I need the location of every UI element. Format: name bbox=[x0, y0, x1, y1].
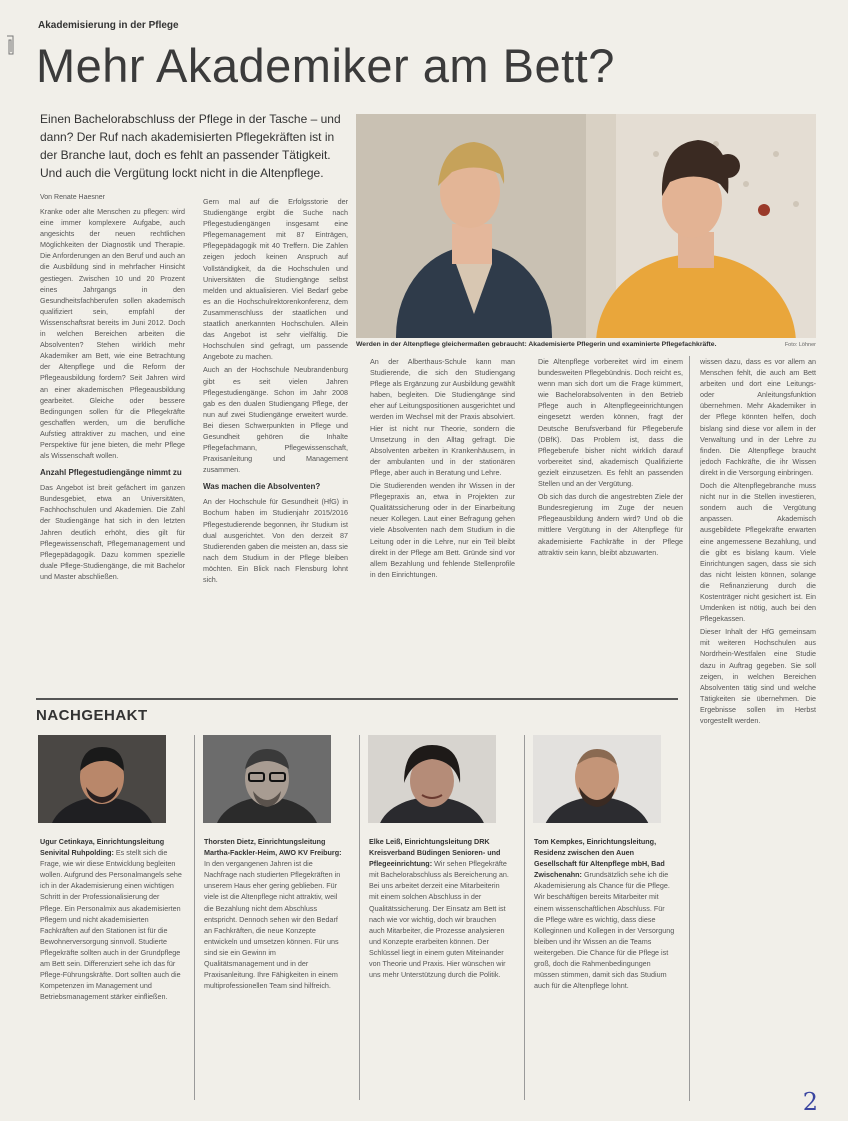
portrait-photo bbox=[38, 735, 166, 823]
statement-2 bbox=[204, 836, 346, 1106]
article-column-5 bbox=[700, 356, 816, 1096]
portrait-photo bbox=[203, 735, 331, 823]
paperclip-icon bbox=[3, 34, 17, 56]
article-column-3 bbox=[370, 356, 515, 691]
portrait-photo bbox=[533, 735, 661, 823]
column-divider bbox=[194, 735, 195, 1100]
statement-3 bbox=[369, 836, 511, 1106]
section-divider bbox=[36, 698, 678, 700]
person-name: Elke Leiß, Einrichtungsleitung DRK Kreisverband Büdingen Senioren- und Pflegeeinrichtung: bbox=[369, 837, 501, 869]
section-heading-nachgehakt: NACHGEHAKT bbox=[36, 707, 148, 724]
statement-text: Wir sehen Pflegekräfte mit Bachelorabschluss als Bereicherung an. Bei uns arbeitet derzeit eine Mitarbeiterin mit einem solchen Abschluss in der Qualitätssicherung. Der Einsatz am Bett ist nach wie vor wichtig, doch wir brauchen auch Mitarbeiter, die Prozesse analysieren und Konzepte erarbeiten können. Der Schlüssel liegt in einem guten Miteinander von Theorie und Praxis. Hier wünschen wir uns mehr Unterstützung durch die Politik. bbox=[369, 859, 509, 980]
column-divider bbox=[359, 735, 360, 1100]
article-column-4 bbox=[538, 356, 683, 691]
column-divider bbox=[524, 735, 525, 1100]
byline: Von Renate Haesner bbox=[40, 194, 105, 201]
paragraph: Ob sich das durch die angestrebten Ziele der Bundesregierung im Zuge der neuen Pflegeausbildung ändern wird? Und ob die mittlere Vergütung in der Altenpflege für akademisierte Fachkräfte in der Pflege attraktiv sein kann, bleibt abzuwarten. bbox=[538, 492, 683, 557]
statement-4 bbox=[534, 836, 676, 1106]
portrait-photo bbox=[368, 735, 496, 823]
statement-text: In den vergangenen Jahren ist die Nachfrage nach studierten Pflegekräften in unserem Haus eher gering geblieben. Für viele ist die Altenpflege nicht attraktiv, weil die Bezahlung nicht dem Abschluss entspricht. Dennoch sehen wir den Bedarf an Fachkräften, die neue Konzepte entwickeln und umsetzen können. Für uns sind sie ein Gewinn im Qualitätsmanagement und in der Praxisanleitung. Ihre Fähigkeiten in einem multiprofessionellen Team sind hilfreich. bbox=[204, 859, 341, 991]
paragraph: Auch an der Hochschule Neubrandenburg gibt es seit vielen Jahren Pflegestudiengänge. Schon im Jahr 2008 gab es den dualen Studiengang Pflege, der nun auf zwei Studiengänge erweitert wurde. Bei diesen Schwerpunkten in Pflege und Gesundheit gehören die Inhalte Pflegefachmann, Pflegewissenschaft, Praxisanleitung und Management zusammen. bbox=[203, 365, 348, 475]
article-column-2 bbox=[203, 196, 348, 696]
intro-text: Einen Bachelorabschluss der Pflege in der Tasche – und dann? Der Ruf nach akademisierten Pflegekräften ist in der Branche laut, doch es fehlt an passender Tätigkeit. Und auch die Vergütung lockt nicht in die Altenpflege. bbox=[40, 112, 341, 180]
statement-text: Grundsätzlich sehe ich die Akademisierung als Chance für die Pflege. Wir beschäftigen bereits Mitarbeiter mit einem wissenschaftlichen Abschluss. Für die Pflege wäre es wichtig, dass diese Kolleginnen und Kollegen in der Versorgung bleiben und ihr Wissen an die Teams weitergeben. Die Chance für die Pflege ist groß, doch die Rahmenbedingungen müssen stimmen, damit sich das Studium auch für die Altenpflege lohnt. bbox=[534, 870, 675, 991]
page-title: Mehr Akademiker am Bett? bbox=[36, 39, 615, 92]
statement-text: Es stellt sich die Frage, wie wir diese Entwicklung begleiten wollen. Aufgrund des Personalmangels sehe ich in der Akademisierung einen wichtigen Schritt in der Professionalisierung der Pflege. Ein Personalmix aus akademisierten Pflegern und nicht akademisierten Fachkräften auf den Stationen ist für die Bewohnerversorgung sinnvoll. Studierte Pflegekräfte sollten auch in der Grundpflege am Bett sein. Differenziert sehe ich das für Pflege-Führungskräfte. Dort sollten auch die Kompetenzen im Management und Betriebsmanagement stärker einfließen. bbox=[40, 848, 182, 1002]
paragraph: Die Altenpflege vorbereitet wird im einem bundesweiten Pflegebündnis. Doch reicht es, wenn man sich dort um die Frage kümmert, wie Bachelorabsolventen in den Betrieb Pflege auch in Altenpflegeeinrichtungen eingesetzt werden können, fragt der Deutsche Berufsverband für Pflegeberufe (DBfK). Das Problem ist, dass die Pflegeberufe bisher nicht wirklich darauf vorbereitet sind, akademisch Qualifizierte gezielt einzusetzen. Es fehlt an passenden Stellen und an der Vergütung. bbox=[538, 357, 683, 489]
paragraph: wissen dazu, dass es vor allem an Menschen fehlt, die auch am Bett arbeiten und dort eine Leitungs- oder Anleitungsfunktion übernehmen. Mehr Akademiker in der Pflege könnten helfen, doch bislang sind diese vor allem in der Verwaltung und in der Lehre zu finden. Die Altenpflege braucht jedoch Fachkräfte, die ihr Wissen direkt in die Versorgung einbringen. bbox=[700, 357, 816, 477]
person-name: Tom Kempkes, Einrichtungsleitung, Residenz zwischen den Auen Gesellschaft für Altenpflege mbH, Bad Zwischenahn: bbox=[534, 837, 665, 880]
subheading: Anzahl Pflegestudiengänge nimmt zu bbox=[40, 468, 182, 478]
statement-1 bbox=[40, 836, 182, 1106]
paragraph: Gern mal auf die Erfolgsstorie der Studiengänge ergibt die Suche nach Pflegestudiengängen insgesamt eine Pflegemanagement mit 87 Einträgen, Pflegepädagogik mit 40 Treffern. Die Zahlen zeigen jedoch keinen Anspruch auf Vollständigkeit, da die Hochschulen und Universitäten die Studiengänge selbst melden und aktualisieren. Viel Bedarf gebe es an die Hochschulrektorenkonferenz, dem Zusammenschluss der staatlichen und staatlich anerkannten Hochschulen. Allein das Angebot ist sehr vielfältig. Die Hochschulen sind gefragt, um passende Angebote zu machen. bbox=[203, 197, 348, 362]
paragraph: An der Hochschule für Gesundheit (HfG) in Bochum haben im Studienjahr 2015/2016 Pflegestudierende begonnen, ihr Studium ist dual ausgerichtet. Von den derzeit 87 Studierenden gaben die meisten an, dass sie nach dem Studium in der Pflege bleiben möchten. Ein Blick nach Flensburg lohnt sich. bbox=[203, 497, 348, 584]
paragraph: Die Studierenden wenden ihr Wissen in der Pflegepraxis an, etwa in Projekten zur Qualitätssicherung oder in der Einarbeitung neuer Kollegen. Laut einer Befragung gehen viele Absolventen nach dem Studium in die Leitung oder in die Lehre, nur ein Teil bleibt direkt in der Pflege am Bett. Gründe sind vor allem Bezahlung und fehlende Stellenprofile in den Einrichtungen. bbox=[370, 481, 515, 579]
kicker: Akademisierung in der Pflege bbox=[38, 20, 179, 31]
person-name: Ugur Cetinkaya, Einrichtungsleitung Senivital Ruhpolding: bbox=[40, 837, 165, 858]
article-photo bbox=[356, 114, 816, 338]
person-name: Thorsten Dietz, Einrichtungsleitung Martha-Fackler-Heim, AWO KV Freiburg: bbox=[204, 837, 342, 858]
photo-caption: Werden in der Altenpflege gleichermaßen gebraucht: Akademisierte Pflegerin und examinierte Pflegefachkräfte. bbox=[356, 341, 717, 348]
subheading: Was machen die Absolventen? bbox=[203, 482, 321, 492]
paragraph: Kranke oder alte Menschen zu pflegen: wird eine immer komplexere Aufgabe, auch angesichts der neuen rechtlichen Möglichkeiten der Diagnostik und Therapie. Die Anforderungen an den Beruf und auch an die Ausbildung sind in mehrfacher Hinsicht gestiegen. Zwischen 10 und 20 Prozent eines Jahrgangs in den Gesundheitsfachberufen sollen akademisch qualifiziert sein, empfahl der Wissenschaftsrat bereits im Juni 2012. Doch in welchen Bereichen arbeiten die Absolventen? Stehen wirklich mehr Akademiker am Bett, wie eine Betrachtung der Altenpflege und die Reform der Pflegeausbildung fordern? Seit Jahren wird an einer akademischen Pflegeausbildung gearbeitet. Gleiche oder bessere Bedingungen sollen für die Pflegekräfte geschaffen werden, um die berufliche Aufstieg attraktiver zu machen, und eine Perspektive für jene bieten, die mehr Pflege als Wissenschaft wollen. bbox=[40, 207, 185, 461]
paragraph: An der Alberthaus-Schule kann man Studierende, die sich den Studiengang Pflege als Ergänzung zur Ausbildung gewählt haben, begleiten. Die Studiengänge sind eher auf Leitungspositionen ausgerichtet und werden im Wechsel mit der Praxis absolviert. Hier ist nicht nur Theorie, sondern die Umsetzung in den Alltag gefragt. Die Absolventen arbeiten in Krankenhäusern, in der ambulanten und in der stationären Pflege, aber auch in Beratung und Lehre. bbox=[370, 357, 515, 477]
page-number: 2 bbox=[802, 1088, 818, 1116]
article-column-1 bbox=[40, 206, 185, 696]
paragraph: Das Angebot ist breit gefächert im ganzen Bundesgebiet, etwa an Universitäten, Fachhochschulen und Akademien. Die Zahl der Studiengänge hat sich in den letzten Jahren deutlich erhöht, dies gilt für Pflegewissenschaft, Pflegemanagement und Pflegepädagogik. Dazu kommen spezielle duale Pflege-Studiengänge, die mit Bachelor und Master abschließen. bbox=[40, 483, 185, 581]
paragraph: Doch die Altenpflegebranche muss nicht nur in die Stellen investieren, sondern auch die Vergütung anpassen. Akademisch ausgebildete Pflegekräfte erwarten eine angemessene Bezahlung, und die gibt es bislang kaum. Viele Einrichtungen sagen, dass sie sich das nicht leisten können, solange die Refinanzierung durch die Kostenträger nicht gesichert ist. Ein Umdenken ist nötig, auch bei den Pflegekassen. bbox=[700, 481, 816, 624]
paragraph: Dieser Inhalt der HfG gemeinsam mit weiteren Hochschulen aus Nordrhein-Westfalen eine Studie dazu in Auftrag gegeben. Sie soll zeigen, in welchen Bereichen Absolventen tätig sind und welche Tätigkeiten sie übernehmen. Die Ergebnisse sollen im Herbst vorgestellt werden. bbox=[700, 627, 816, 725]
column-divider bbox=[689, 356, 690, 1101]
photo-credit: Foto: Löhner bbox=[784, 342, 816, 348]
